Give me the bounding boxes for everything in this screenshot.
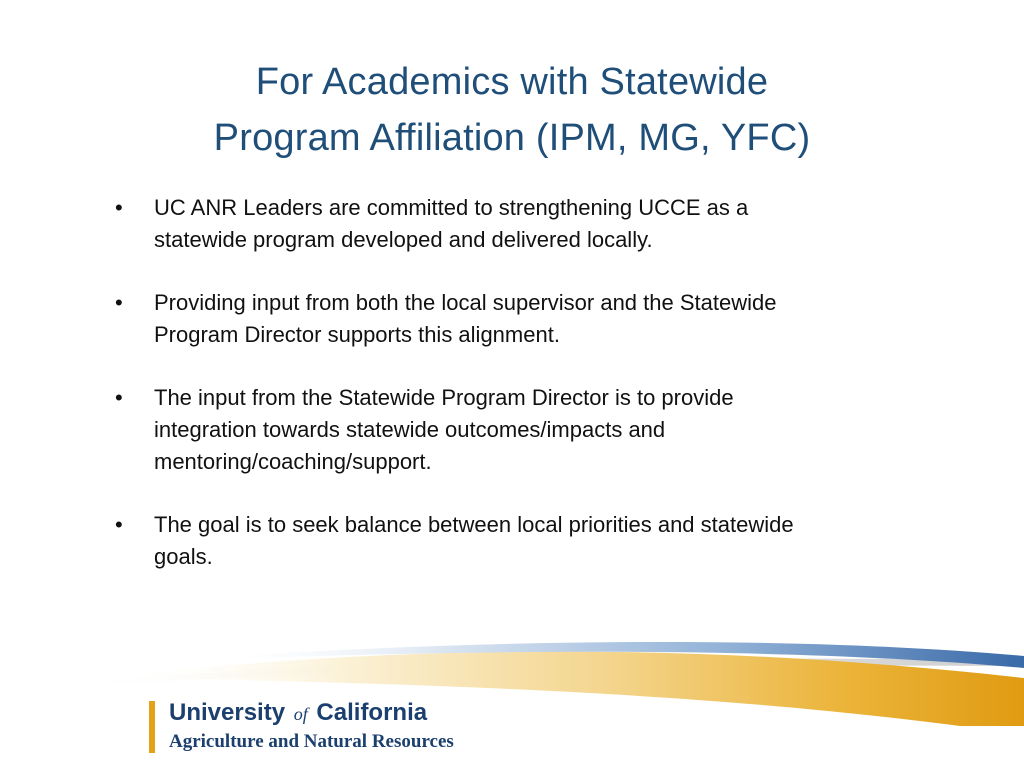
slide-title-line-2: Program Affiliation (IPM, MG, YFC) xyxy=(213,117,811,159)
logo-name-part1: University xyxy=(169,699,286,726)
bullet-symbol: • xyxy=(115,512,123,537)
bullet-item-2 xyxy=(114,287,914,351)
bullet-symbol: • xyxy=(115,385,123,410)
slide-title-line-1: For Academics with Statewide xyxy=(255,61,769,103)
bullet-text-line: Providing input from both the local supervisor and the Statewide xyxy=(154,290,777,315)
bullet-symbol: • xyxy=(115,195,123,220)
logo-name-part2: California xyxy=(316,699,428,726)
bullet-symbol: • xyxy=(115,290,123,315)
bullet-text-line: Program Director supports this alignment. xyxy=(154,322,560,347)
bullet-text-line: statewide program developed and delivered locally. xyxy=(154,227,653,252)
logo-gold-bar xyxy=(149,701,155,753)
logo-name-of: of xyxy=(293,704,308,724)
slide-title xyxy=(0,54,1024,166)
bullet-item-3 xyxy=(114,382,914,478)
bullet-text-line: UC ANR Leaders are committed to strengthening UCCE as a xyxy=(154,195,749,220)
bullet-item-1 xyxy=(114,192,914,256)
logo-division-name: Agriculture and Natural Resources xyxy=(169,731,454,752)
bullet-text-line: The input from the Statewide Program Director is to provide xyxy=(154,385,734,410)
bullet-text-line: mentoring/coaching/support. xyxy=(154,449,432,474)
bullet-text-line: goals. xyxy=(154,544,213,569)
bullet-text-line: integration towards statewide outcomes/impacts and xyxy=(154,417,666,442)
bullet-item-4 xyxy=(114,509,914,573)
logo-university-name xyxy=(169,699,427,727)
bullet-list xyxy=(114,192,914,604)
bullet-text-line: The goal is to seek balance between local priorities and statewide xyxy=(154,512,794,537)
